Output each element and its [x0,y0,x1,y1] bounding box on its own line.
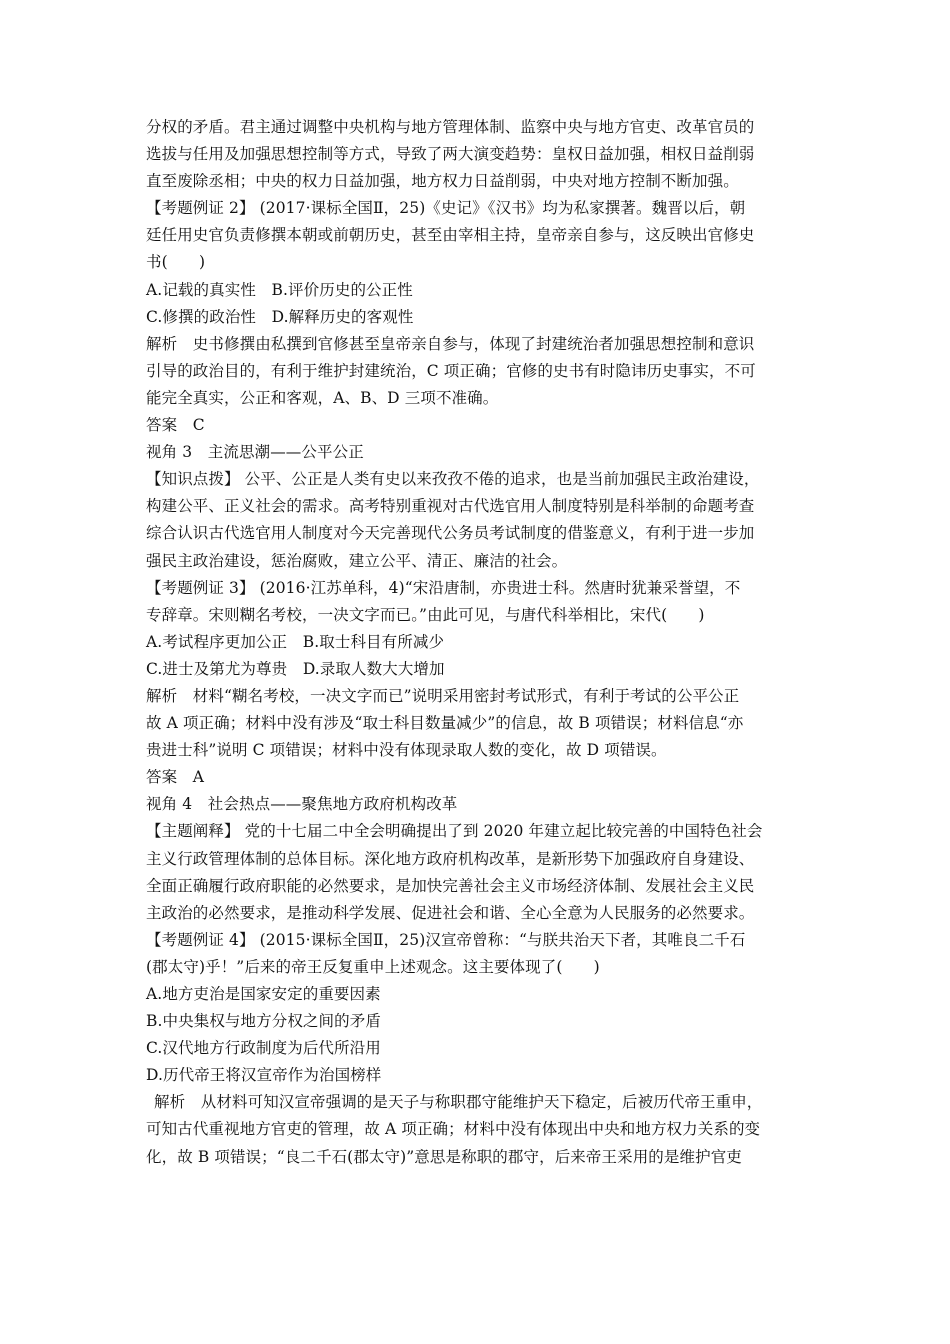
text-line: 主政治的必然要求，是推动科学发展、促进社会和谐、全心全意为人民服务的必然要求。 [146,903,755,922]
analysis-line: 贵进士科”说明 C 项错误；材料中没有体现录取人数的变化，故 D 项错误。 [146,741,667,760]
analysis-line: 化，故 B 项错误；“良二千石(郡太守)”意思是称职的郡守，后来帝王采用的是维护官吏 [146,1147,742,1166]
text-line: 书( ) [146,253,206,272]
document-body [146,114,811,1171]
text-line: 综合认识古代选官用人制度对今天完善现代公务员考试制度的借鉴意义，有利于进一步加 [146,524,755,543]
answer-option: D.历代帝王将汉宣帝作为治国榜样 [146,1066,382,1085]
answer-option: B.中央集权与地方分权之间的矛盾 [146,1012,381,1031]
text-line: 主义行政管理体制的总体目标。深化地方政府机构改革，是新形势下加强政府自身建设、 [146,849,755,868]
example-heading-3: 【考题例证 3】 (2016·江苏单科，4)“宋沿唐制，亦贵进士科。然唐时犹兼采誉望，不 [146,578,741,597]
answer-option: A.记载的真实性 B.评价历史的公正性 [146,280,413,299]
analysis-line: 引导的政治目的，有利于维护封建统治，C 项正确；官修的史书有时隐讳历史事实，不可 [146,361,756,380]
text-line: 分权的矛盾。君主通过调整中央机构与地方管理体制、监察中央与地方官吏、改革官员的 [146,118,755,136]
text-line: 构建公平、正义社会的需求。高考特别重视对古代选官用人制度特别是科举制的命题考查 [146,497,755,516]
analysis-line: 解析 史书修撰由私撰到官修甚至皇帝亲自参与，体现了封建统治者加强思想控制和意识 [146,334,755,353]
text-line: (郡太守)乎！”后来的帝王反复重申上述观念。这主要体现了( ) [146,957,600,976]
analysis-line: 解析 从材料可知汉宣帝强调的是天子与称职郡守能维护天下稳定，后被历代帝王重申， [154,1093,763,1112]
answer-line: 答案 C [146,416,205,435]
theme-heading: 【主题阐释】 党的十七届二中全会明确提出了到 2020 年建立起比较完善的中国特色社会 [146,822,763,841]
answer-option: A.地方吏治是国家安定的重要因素 [146,985,381,1003]
text-line: 选拔与任用及加强思想控制等方式，导致了两大演变趋势：皇权日益加强，相权日益削弱 [146,145,755,164]
answer-option: C.汉代地方行政制度为后代所沿用 [146,1039,381,1058]
example-heading-2: 【考题例证 2】 (2017·课标全国Ⅱ，25)《史记》《汉书》均为私家撰著。魏晋以后，朝 [146,199,746,218]
section-heading-3: 视角 3 主流思潮——公平公正 [146,443,364,462]
analysis-line: 解析 材料“糊名考校，一决文字而已”说明采用密封考试形式，有利于考试的公平公正 [146,686,740,705]
text-line: 专辞章。宋则糊名考校，一决文字而已。”由此可见，与唐代科举相比，宋代( ) [146,605,705,624]
analysis-line: 故 A 项正确；材料中没有涉及“取士科目数量减少”的信息，故 B 项错误；材料信息“亦 [146,714,744,733]
text-line: 强民主政治建设，惩治腐败，建立公平、清正、廉洁的社会。 [146,551,568,570]
text-line: 廷任用史官负责修撰本朝或前朝历史，甚至由宰相主持，皇帝亲自参与，这反映出官修史 [146,226,755,245]
knowledge-heading: 【知识点拨】 公平、公正是人类有史以来孜孜不倦的追求，也是当前加强民主政治建设， [146,470,760,489]
text-line: 直至废除丞相；中央的权力日益加强，地方权力日益削弱，中央对地方控制不断加强。 [146,172,739,191]
answer-option: C.进士及第尤为尊贵 D.录取人数大大增加 [146,659,445,678]
answer-option: A.考试程序更加公正 B.取士科目有所减少 [146,632,445,651]
analysis-line: 可知古代重视地方官吏的管理，故 A 项正确；材料中没有体现出中央和地方权力关系的变 [146,1120,761,1139]
analysis-line: 能完全真实，公正和客观，A、B、D 三项不准确。 [146,388,499,407]
section-heading-4: 视角 4 社会热点——聚焦地方政府机构改革 [146,795,458,814]
answer-option: C.修撰的政治性 D.解释历史的客观性 [146,307,414,326]
example-heading-4: 【考题例证 4】 (2015·课标全国Ⅱ，25)汉宣帝曾称：“与朕共治天下者，其唯良二千石 [146,930,746,949]
text-line: 全面正确履行政府职能的必然要求，是加快完善社会主义市场经济体制、发展社会主义民 [146,876,755,895]
answer-line: 答案 A [146,768,205,787]
